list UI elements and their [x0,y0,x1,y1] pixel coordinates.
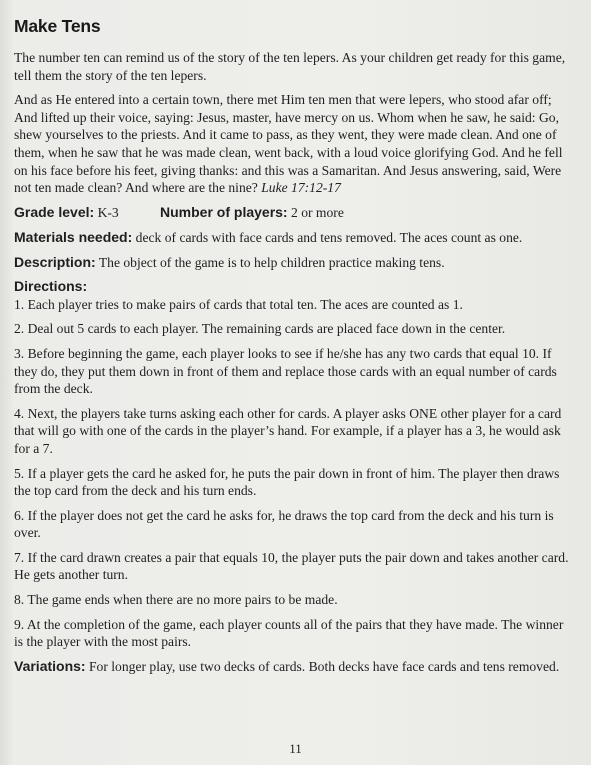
players-value: 2 or more [291,204,344,220]
materials-value: deck of cards with face cards and tens removed. The aces count as one. [135,229,523,245]
variations-value: For longer play, use two decks of cards. Both decks have face cards and tens removed. [89,658,560,674]
list-item: 5. If a player gets the card he asked for, he puts the pair down in front of him. The player then draws the top card from the deck and his turn ends. [14,465,560,499]
scripture-reference: Luke 17:12-17 [261,180,341,196]
intro-paragraph: The number ten can remind us of the story of the ten lepers. As your children get ready for this game, tell them the story of the ten lepers. [14,50,566,83]
list-item: 9. At the completion of the game, each player counts all of the pairs that they have made. The winner is the player with the most pairs. [14,616,564,650]
grade-players-row [14,203,574,222]
grade-level [14,203,160,222]
directions-label: Directions: [14,277,88,294]
scripture-paragraph [14,91,574,197]
grade-level-label: Grade level: [14,203,95,220]
list-item: 3. Before beginning the game, each player looks to see if he/she has any two cards that equal 10. If they do, they put them down in front of them and replace those cards with an equal number of cards from the deck. [14,345,557,397]
list-item: 1. Each player tries to make pairs of cards that total ten. The aces are counted as 1. [14,296,463,312]
materials-section [14,228,574,247]
materials-label: Materials needed: [14,228,133,245]
description-label: Description: [14,253,96,270]
number-of-players [160,203,344,222]
list-item: 4. Next, the players take turns asking each other for cards. A player asks ONE other player for a card that will go with one of the cards in the player’s hand. For example, if a player has a 3, he would ask for a 7. [14,405,562,456]
variations-section [14,658,574,676]
scripture-text: And as He entered into a certain town, there met Him ten men that were lepers, who stood afar off; And lifted up their voice, saying: Jesus, master, have mercy on us. Whom when he saw, he said: Go, shew yourselves to the priests. And it came to pass, as they went, they were made clean. And one of them, when he saw that he was made clean, went back, with a loud voice glorifying God. And he fell on his face before his feet, giving thanks: and this was a Samaritan. And Jesus answering, said, Were not ten made clean? And where are the nine? [14,92,563,196]
players-label: Number of players: [160,203,288,220]
page-content [14,16,574,675]
grade-level-value: K-3 [97,204,119,220]
description-section [14,253,574,272]
directions-heading [14,278,574,296]
variations-label: Variations: [14,657,86,674]
list-item: 6. If the player does not get the card he asks for, he draws the top card from the deck and his turn is over. [14,507,554,541]
page-title: Make Tens [14,16,101,36]
description-value: The object of the game is to help children practice making tens. [98,254,445,270]
list-item: 8. The game ends when there are no more pairs to be made. [14,592,338,608]
list-item: 2. Deal out 5 cards to each player. The remaining cards are placed face down in the center. [14,321,506,337]
list-item: 7. If the card drawn creates a pair that equals 10, the player puts the pair down and takes another card. He gets another turn. [14,549,569,583]
page-number: 11 [289,741,302,756]
directions-list [14,296,574,651]
